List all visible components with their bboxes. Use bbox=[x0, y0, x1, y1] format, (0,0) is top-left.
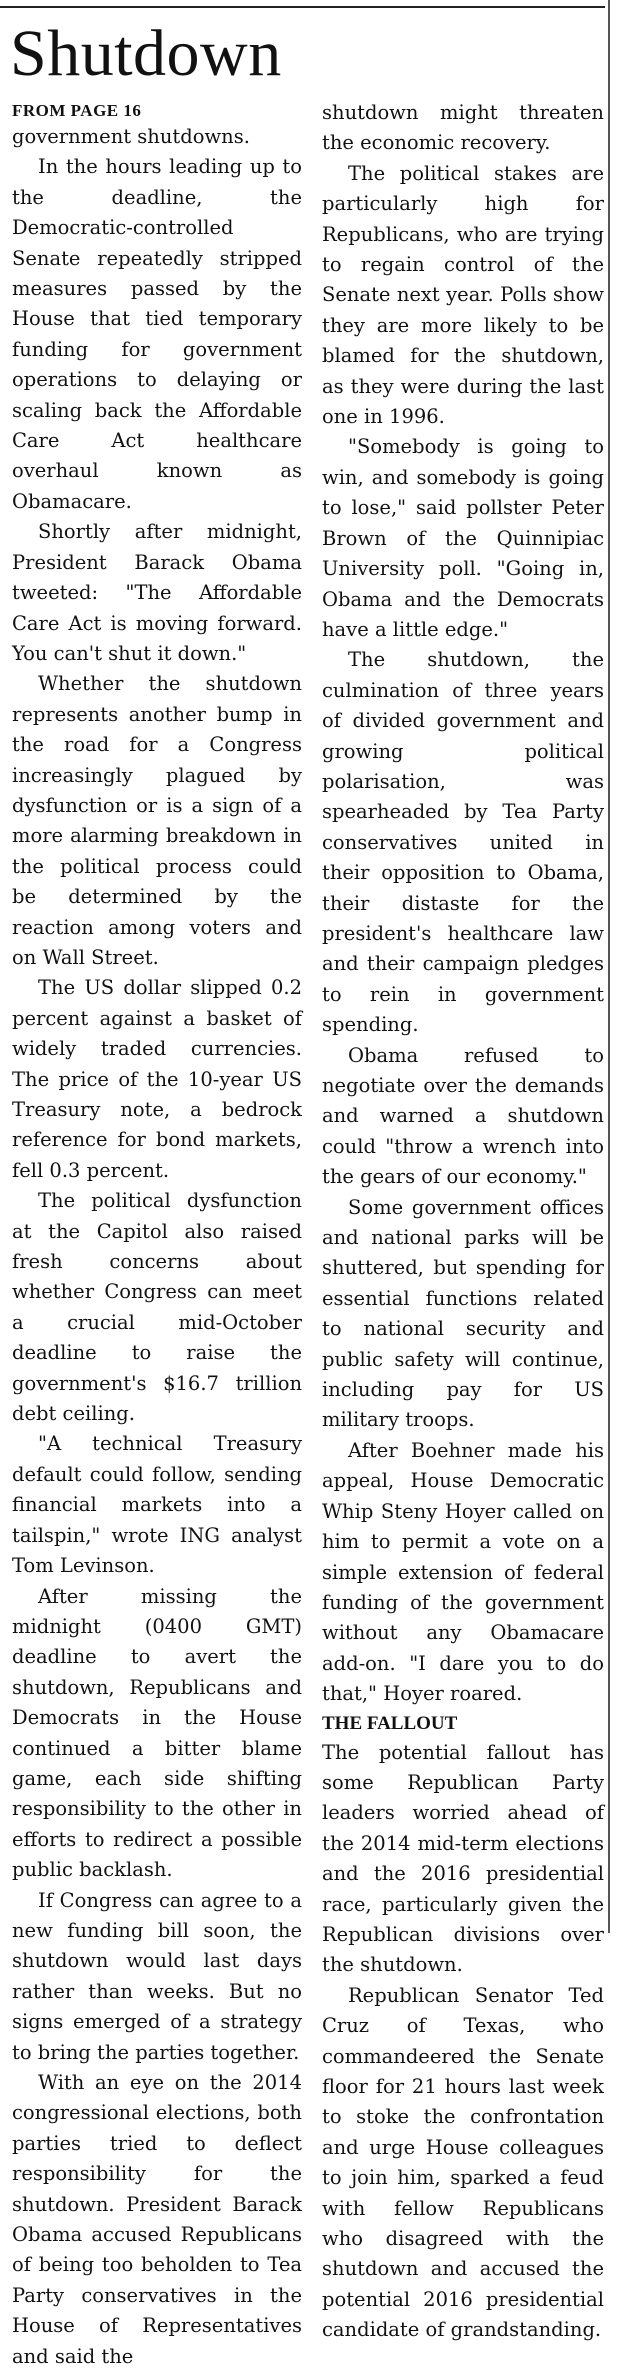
paragraph: Some government offices and national parks will be shuttered, but spending for essential functions related to national security and public safety will continue, including pay for US military troops. bbox=[322, 1195, 604, 1432]
paragraph: The political stakes are particularly high for Republicans, who are trying to regain control of the Senate next year. Polls show they are more likely to be blamed for the shutdown, as they were during the last one in 1996. bbox=[322, 161, 604, 429]
paragraph: If Congress can agree to a new funding bill soon, the shutdown would last days rather than weeks. But no signs emerged of a strategy to bring the parties together. bbox=[12, 1888, 302, 2064]
paragraph: "A technical Treasury default could follow, sending financial markets into a tailspin," wrote ING analyst Tom Levinson. bbox=[12, 1432, 302, 1578]
subheading: THE FALLOUT bbox=[322, 1712, 458, 1734]
paragraph: Shortly after midnight, President Barack Obama tweeted: "The Affordable Care Act is moving forward. You can't shut it down." bbox=[12, 520, 302, 665]
paragraph: After Boehner made his appeal, House Democratic Whip Steny Hoyer called on him to permit a vote on a simple extension of federal funding of the government without any Obamacare add-on. "I dare you to do that," Hoyer roared. bbox=[322, 1438, 604, 1706]
paragraph: The US dollar slipped 0.2 percent against a basket of widely traded currencies. The price of the 10-year US Treasury note, a bedrock reference for bond markets, fell 0.3 percent. bbox=[12, 976, 302, 1182]
from-page-label: FROM PAGE 16 bbox=[12, 101, 142, 120]
paragraph: government shutdowns. bbox=[12, 125, 250, 148]
paragraph: With an eye on the 2014 congressional elections, both parties tried to deflect responsibility for the shutdown. President Barack Obama accused Republicans of being too beholden to Tea Party conservatives in the House of Representatives and said the bbox=[12, 2071, 302, 2368]
paragraph: The political dysfunction at the Capitol also raised fresh concerns about whether Congress can meet a crucial mid-October deadline to raise the government's $16.7 trillion debt ceiling. bbox=[12, 1189, 302, 1426]
headline: Shutdown bbox=[10, 17, 282, 90]
paragraph: The potential fallout has some Republican Party leaders worried ahead of the 2014 mid-term elections and the 2016 presidential race, particularly given the Republican divisions over the shutdown. bbox=[322, 1740, 604, 1977]
paragraph: Whether the shutdown represents another bump in the road for a Congress increasingly plagued by dysfunction or is a sign of a more alarming breakdown in the political process could be determined by the reaction among voters and on Wall Street. bbox=[12, 672, 302, 969]
paragraph: The shutdown, the culmination of three years of divided government and growing political polarisation, was spearheaded by Tea Party conservatives united in their opposition to Obama, their distaste for the president's healthcare law and their campaign pledges to rein in government spending. bbox=[322, 648, 604, 1037]
article-column-left bbox=[12, 100, 302, 2372]
paragraph: shutdown might threaten the economic recovery. bbox=[322, 101, 604, 155]
paragraph: Republican Senator Ted Cruz of Texas, who commandeered the Senate floor for 21 hours last week to stoke the confrontation and urge House colleagues to join him, sparked a feud with fellow Republicans who disagreed with the shutdown and accused the potential 2016 presidential candidate of grandstanding. bbox=[322, 1983, 604, 2342]
paragraph: Obama refused to negotiate over the demands and warned a shutdown could "throw a wrench into the gears of our economy." bbox=[322, 1043, 604, 1189]
paragraph: In the hours leading up to the deadline, the Democratic-controlled Senate repeatedly stripped measures passed by the House that tied temporary funding for government operations to delaying or scaling back the Affordable Care Act healthcare overhaul known as Obamacare. bbox=[12, 155, 302, 513]
column-rule bbox=[608, 0, 610, 1933]
paragraph: "Somebody is going to win, and somebody is going to lose," said pollster Peter Brown of the Quinnipiac University poll. "Going in, Obama and the Democrats have a little edge." bbox=[322, 435, 604, 641]
paragraph: After missing the midnight (0400 GMT) deadline to avert the shutdown, Republicans and Democrats in the House continued a bitter blame game, each side shifting responsibility to the other in efforts to redirect a possible public backlash. bbox=[12, 1584, 302, 1882]
top-rule bbox=[0, 6, 605, 8]
article-column-right bbox=[322, 98, 604, 2346]
